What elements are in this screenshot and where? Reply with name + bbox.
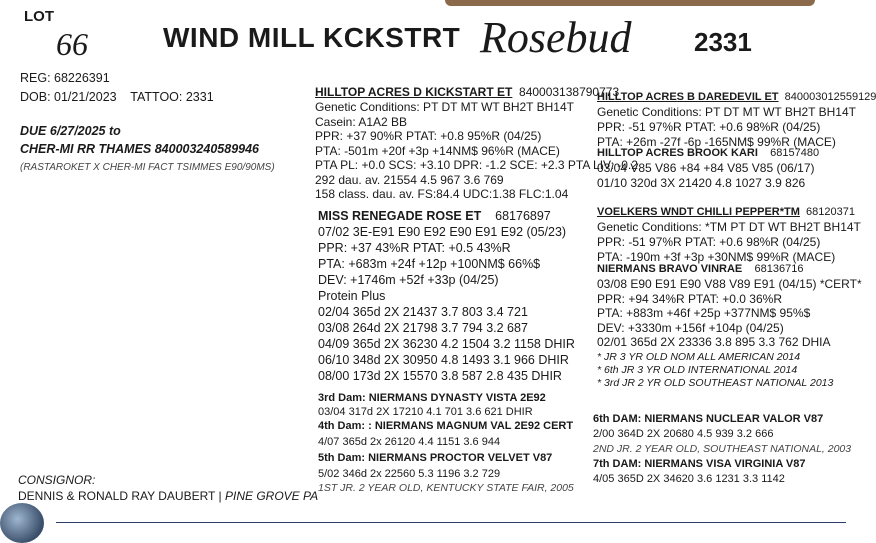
lot-label: LOT: [24, 8, 54, 25]
dam-line: 08/00 173d 2X 15570 3.8 587 2.8 435 DHIR: [318, 369, 562, 383]
fifth-dam-name: 5th Dam: NIERMANS PROCTOR VELVET V87: [318, 452, 553, 464]
reg-number: REG: 68226391: [20, 71, 110, 85]
dam-dam-name: NIERMANS BRAVO VINRAE: [597, 263, 743, 275]
sire-line: Genetic Conditions: PT DT MT WT BH2T BH14T: [315, 100, 574, 114]
sire-line: PPR: +37 90%R PTAT: +0.8 95%R (04/25): [315, 129, 542, 143]
sire-line: 158 class. dau. av. FS:84.4 UDC:1.38 FLC:1.04: [315, 187, 569, 201]
consignor-info: [18, 489, 318, 503]
sire-dam-name: HILLTOP ACRES BROOK KARI: [597, 147, 758, 159]
fifth-dam-award: 1ST JR. 2 YEAR OLD, KENTUCKY STATE FAIR, 2005: [318, 482, 574, 494]
tattoo-value: TATTOO: 2331: [130, 90, 214, 104]
sire-name: HILLTOP ACRES D KICKSTART ET: [315, 85, 513, 99]
fourth-dam-record: 4/07 365d 2x 26120 4.4 1151 3.6 944: [318, 436, 501, 448]
due-date: DUE 6/27/2025 to: [20, 124, 121, 138]
dam-line: 02/04 365d 2X 21437 3.7 803 3.4 721: [318, 305, 528, 319]
dam-dam-line: DEV: +3330m +156f +104p (04/25): [597, 320, 784, 335]
dam-id: 68176897: [495, 209, 551, 223]
sire-sire-line: PPR: -51 97%R PTAT: +0.6 98%R (04/25): [597, 120, 821, 134]
dam-sire-line: PPR: -51 97%R PTAT: +0.6 98%R (04/25): [597, 235, 821, 249]
consignor-separator: |: [218, 489, 222, 503]
dam-sire-name: VOELKERS WNDT CHILLI PEPPER*TM: [597, 206, 800, 218]
dam-line: 03/08 264d 2X 21798 3.7 794 3.2 687: [318, 321, 528, 335]
sixth-dam-record: 2/00 364D 2X 20680 4.5 939 3.2 666: [593, 428, 774, 440]
dam-line: DEV: +1746m +52f +33p (04/25): [318, 273, 499, 287]
dam-block: [318, 208, 575, 384]
dam-sire-id: 68120371: [806, 206, 855, 218]
sire-line: 292 dau. av. 21554 4.5 967 3.6 769: [315, 172, 504, 187]
footer-divider: [56, 522, 846, 523]
animal-name-script: Rosebud: [480, 13, 632, 62]
dob-value: DOB: 01/21/2023: [20, 90, 117, 104]
sire-dam-id: 68157480: [770, 147, 820, 159]
dam-dam-line: PPR: +94 34%R PTAT: +0.0 36%R: [597, 291, 782, 306]
sire-dam-line: 01/10 320d 3X 21420 4.8 1027 3.9 826: [597, 176, 806, 190]
lower-dams-right: [593, 412, 851, 487]
dam-dam-line: 03/08 E90 E91 E90 V88 V89 E91 (04/15) *CERT*: [597, 277, 862, 291]
sale-logo-icon: [0, 503, 44, 543]
dam-dam-line: 02/01 365d 2X 23336 3.8 895 3.3 762 DHIA: [597, 335, 831, 349]
animal-photo-edge: [445, 0, 815, 6]
sire-line: Casein: A1A2 BB: [315, 114, 408, 129]
dam-dam-award: * 6th JR 3 YR OLD INTERNATIONAL 2014: [597, 363, 798, 376]
sire-sire-name: HILLTOP ACRES B DAREDEVIL ET: [597, 91, 779, 103]
dam-name: MISS RENEGADE ROSE ET: [318, 209, 482, 223]
seventh-dam-record: 4/05 365D 2X 34620 3.6 1231 3.3 1142: [593, 473, 785, 485]
consignor-label: CONSIGNOR:: [18, 473, 96, 487]
animal-number: 2331: [694, 27, 752, 57]
lower-dams-middle: [318, 391, 574, 495]
third-dam-record: 03/04 317d 2X 17210 4.1 701 3.6 621 DHIR: [318, 406, 533, 418]
dam-line: PTA: +683m +24f +12p +100NM$ 66%$: [318, 257, 541, 271]
sire-block: [315, 85, 638, 202]
dam-sire-line: PTA: -190m +3f +3p +30NM$ 99%R (MACE): [597, 250, 836, 264]
dam-dam-award: * JR 3 YR OLD NOM ALL AMERICAN 2014: [597, 350, 801, 363]
due-service-sire: CHER-MI RR THAMES 840003240589946: [20, 142, 259, 156]
dam-line: 04/09 365d 2X 36230 4.2 1504 3.2 1158 DHIR: [318, 337, 575, 351]
consignor-location: PINE GROVE PA: [224, 489, 319, 503]
dob: [20, 89, 214, 105]
sixth-dam-award: 2ND JR. 2 YEAR OLD, SOUTHEAST NATIONAL, 2003: [593, 443, 852, 455]
dam-sire-block: [597, 205, 861, 265]
dam-line: Protein Plus: [318, 289, 386, 303]
consignor-name: DENNIS & RONALD RAY DAUBERT: [18, 489, 216, 503]
dam-dam-block: [597, 262, 862, 390]
sire-sire-block: [597, 90, 876, 150]
dam-dam-line: PTA: +883m +46f +25p +377NM$ 95%$: [597, 306, 811, 320]
sire-line: PTA PL: +0.0 SCS: +3.10 DPR: -1.2 SCE: +2.3 PTA LIV: -0.2: [315, 158, 638, 172]
sire-sire-line: PTA: +26m -27f -6p -165NM$ 99%R (MACE): [597, 135, 836, 149]
sire-sire-line: Genetic Conditions: PT DT MT WT BH2T BH14T: [597, 105, 856, 119]
third-dam-name: 3rd Dam: NIERMANS DYNASTY VISTA 2E92: [318, 392, 546, 404]
due-sire-parentage: (RASTAROKET X CHER-MI FACT TSIMMES E90/90MS): [20, 162, 275, 173]
dam-dam-id: 68136716: [754, 263, 804, 275]
sire-sire-id: 840003012559129: [784, 91, 876, 103]
sixth-dam-name: 6th DAM: NIERMANS NUCLEAR VALOR V87: [593, 413, 824, 425]
animal-name: WIND MILL KCKSTRT: [163, 22, 461, 53]
seventh-dam-name: 7th DAM: NIERMANS VISA VIRGINIA V87: [593, 458, 806, 470]
dam-line: PPR: +37 43%R PTAT: +0.5 43%R: [318, 241, 511, 255]
sire-id: 840003138790773: [519, 85, 620, 99]
sire-line: PTA: -501m +20f +3p +14NM$ 96%R (MACE): [315, 143, 560, 158]
dam-line: 06/10 348d 2X 30950 4.8 1493 3.1 966 DHIR: [318, 353, 569, 367]
dam-dam-award: * 3rd JR 2 YR OLD SOUTHEAST NATIONAL 2013: [597, 376, 834, 389]
fourth-dam-name: 4th Dam: : NIERMANS MAGNUM VAL 2E92 CERT: [318, 420, 574, 432]
dam-sire-line: Genetic Conditions: *TM PT DT WT BH2T BH14T: [597, 220, 861, 234]
fifth-dam-record: 5/02 346d 2x 22560 5.3 1196 3.2 729: [318, 468, 501, 480]
sire-dam-line: 03/04 V85 V86 +84 +84 V85 V85 (06/17): [597, 161, 815, 175]
dam-line: 07/02 3E-E91 E90 E92 E90 E91 E92 (05/23): [318, 225, 567, 239]
sire-dam-block: [597, 146, 819, 191]
lot-number: 66: [56, 26, 88, 62]
